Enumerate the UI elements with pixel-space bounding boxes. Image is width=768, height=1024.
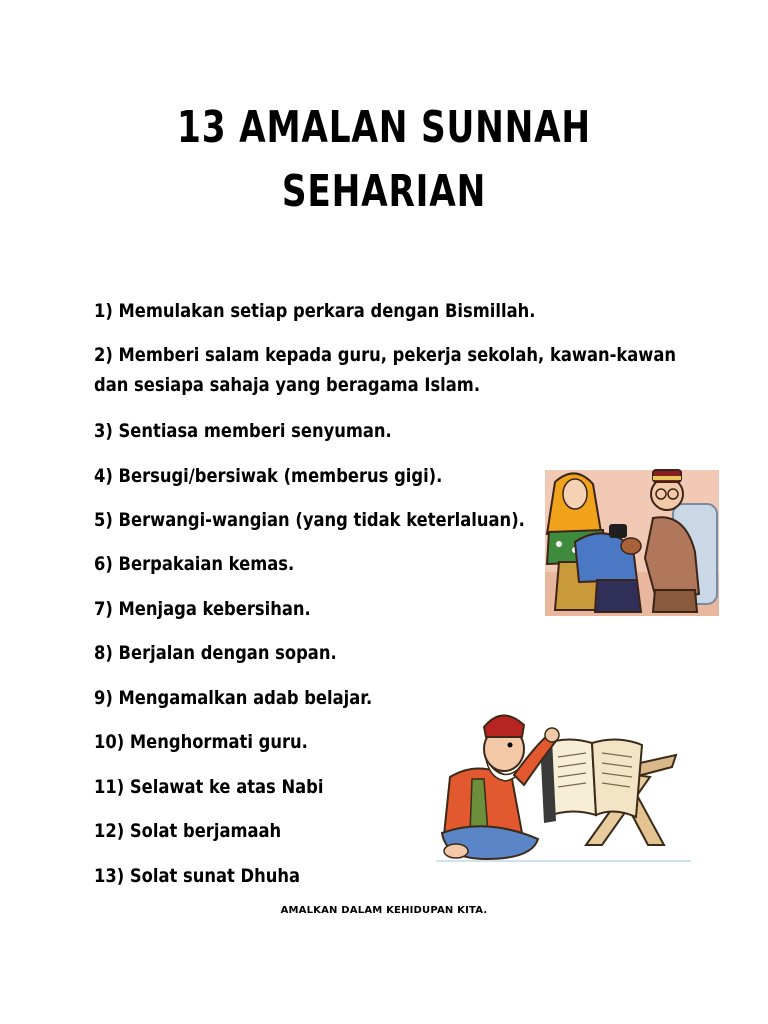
list-item: 12) Solat berjamaah [94,820,282,842]
list-item: 3) Sentiasa memberi senyuman. [94,420,392,442]
footer-note: AMALKAN DALAM KEHIDUPAN KITA. [280,905,488,916]
list-item: 6) Berpakaian kemas. [94,553,295,575]
list-item: 1) Memulakan setiap perkara dengan Bismillah. [94,300,536,322]
page-title [84,96,683,224]
list-item: 7) Menjaga kebersihan. [94,598,311,620]
list-item: 13) Solat sunat Dhuha [94,865,301,887]
title-line-2: SEHARIAN [281,166,487,217]
list-item: 10) Menghormati guru. [94,731,308,753]
list-item: 11) Selawat ke atas Nabi [94,776,324,798]
list-item: 9) Mengamalkan adab belajar. [94,687,373,709]
list-item: 4) Bersugi/bersiwak (memberus gigi). [94,465,443,487]
list-item: 5) Berwangi-wangian (yang tidak keterlaluan). [94,509,525,531]
list-item: 2) Memberi salam kepada guru, pekerja sekolah, kawan-kawan [94,344,677,366]
old-man-reading-quran-illustration [436,705,691,865]
title-line-1: 13 AMALAN SUNNAH [177,102,591,153]
list-item: 8) Berjalan dengan sopan. [94,642,337,664]
list-item-continuation: dan sesiapa sahaja yang beragama Islam. [94,374,481,396]
students-greeting-teacher-illustration [545,462,720,617]
